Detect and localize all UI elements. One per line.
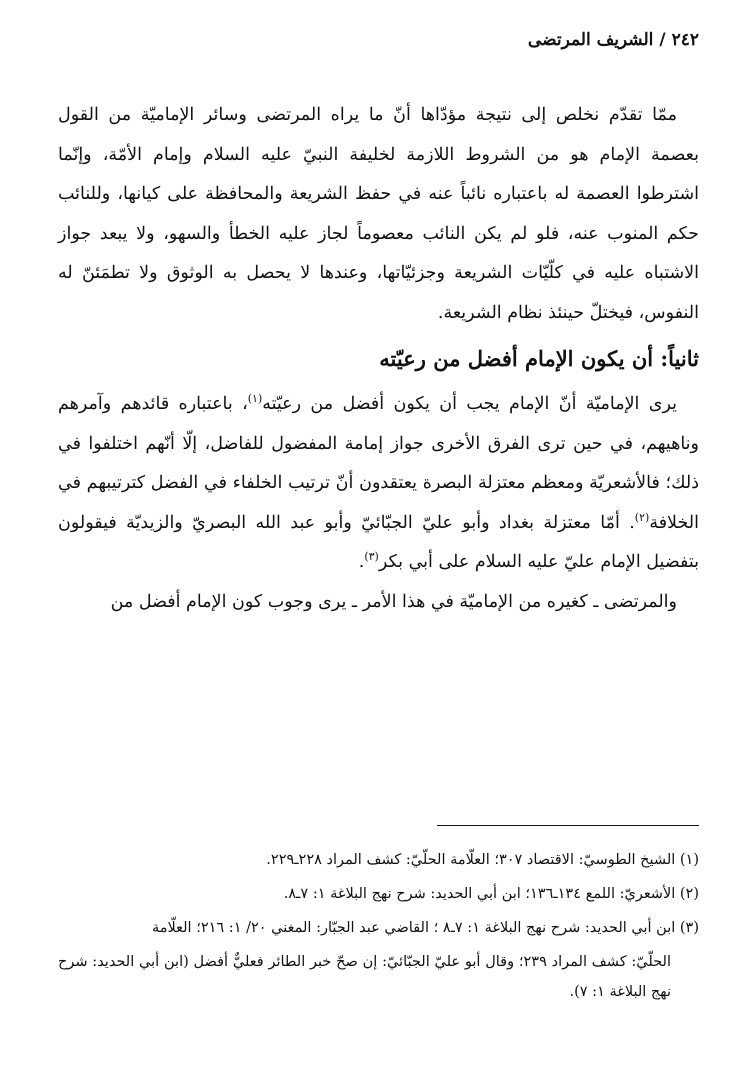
- paragraph-2-part-4: .: [358, 552, 365, 572]
- running-header: [528, 30, 699, 50]
- paragraph-1: ممّا تقدّم نخلص إلى نتيجة مؤدّاها أنّ ما يراه المرتضى وسائر الإماميّة من القول بعصمة الإمام هو من الشروط اللازمة لخليفة النبيّ عليه السلام وإمام الأمّة، وإنّما اشترطوا العصمة له باعتباره نائباً عنه في حفظ الشريعة والمحافظة على كيانها، وللنائب حكم المنوب عنه، فلو لم يكن النائب معصوماً لجاز عليه الخطأ والسهو، ولا يبعد جواز الاشتباه عليه في كلّيّات الشريعة وجزئيّاتها، وعندها لا يحصل به الوثوق ولا تطمَئنّ له النفوس، فيختلّ حينئذ نظام الشريعة.: [58, 105, 699, 323]
- section-heading: ثانياً: أن يكون الإمام أفضل من رعيّته: [379, 346, 699, 371]
- footnote-divider: [437, 825, 699, 826]
- footnote-ref-1[interactable]: (١): [247, 392, 263, 406]
- page-number: ٢٤٢: [671, 30, 699, 50]
- book-page: [58, 0, 699, 1081]
- footnote-1: (١) الشيخ الطوسيّ: الاقتصاد ٣٠٧؛ العلّامة الحلّيّ: كشف المراد ٢٢٨ـ٢٢٩.: [266, 852, 699, 868]
- book-title: الشريف المرتضى: [527, 30, 654, 50]
- footnote-ref-3[interactable]: (٣): [364, 550, 379, 564]
- paragraph-2-part-3: . أمّا معتزلة بغداد وأبو عليّ الجبّائيّ وأبو عبد الله البصريّ والزيديّة فيقولون بتفضيل الإمام عليّ عليه السلام على أبي بكر: [58, 512, 699, 572]
- main-text: [58, 96, 699, 622]
- footnote-ref-2[interactable]: (٢): [634, 510, 650, 524]
- paragraph-2-part-2: ، باعتباره قائدهم وآمرهم وناهيهم، في حين ترى الفرق الأخرى جواز إمامة المفضول للفاضل، إلّا أنّهم اختلفوا في ذلك؛ فالأشعريّة ومعظم معتزلة البصرة يعتقدون أنّ ترتيب الخلفاء في الفضل كترتيبهم في الخلافة: [58, 394, 699, 533]
- footnote-3-line-1: (٣) ابن أبي الحديد: شرح نهج البلاغة ١: ٧ـ٨ ؛ القاضي عبد الجبّار: المغني ٢٠/ ١: ٢١٦؛ العلّامة: [151, 920, 699, 936]
- footnotes: [58, 845, 699, 1011]
- paragraph-3: والمرتضى ـ كغيره من الإماميّة في هذا الأمر ـ يرى وجوب كون الإمام أفضل من: [110, 591, 677, 612]
- footnote-3-line-2: الحلّيّ: كشف المراد ٢٣٩؛ وقال أبو عليّ الجبّائيّ: إن صحّ خبر الطائر فعليٌّ أفضل (ابن أبي الحديد: شرح نهج البلاغة ١: ٧).: [58, 954, 671, 1000]
- footnote-2: (٢) الأشعريّ: اللمع ١٣٤ـ١٣٦؛ ابن أبي الحديد: شرح نهج البلاغة ١: ٧ـ٨.: [283, 886, 699, 902]
- paragraph-2-part-1: يرى الإماميّة أنّ الإمام يجب أن يكون أفضل من رعيّته: [262, 394, 677, 414]
- header-separator: /: [659, 30, 666, 50]
- paragraph-2: [58, 385, 699, 583]
